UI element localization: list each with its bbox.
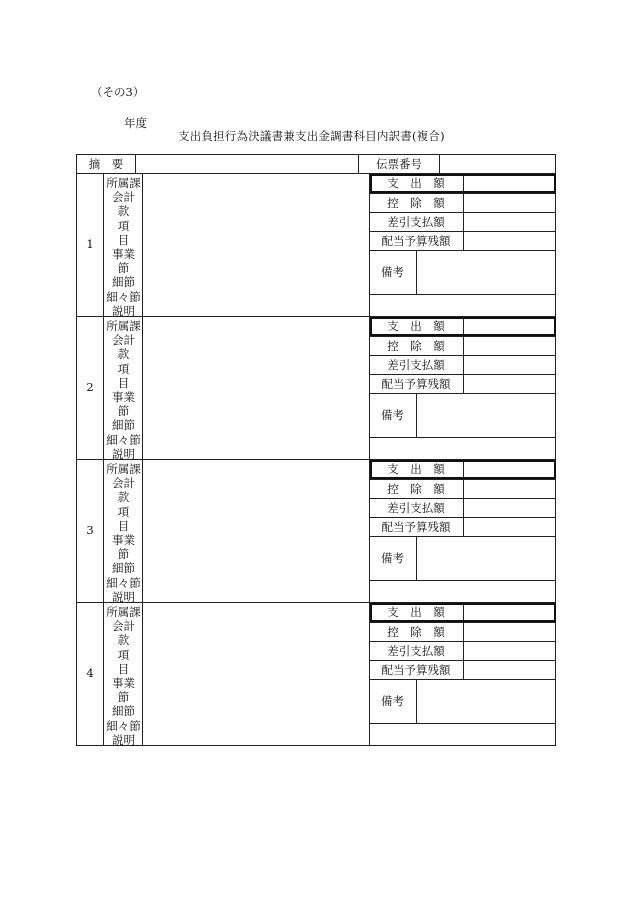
account-label: 会計 — [112, 333, 135, 348]
amount-value-field[interactable] — [464, 337, 556, 355]
account-label: 細節 — [112, 418, 135, 433]
account-label-list — [104, 462, 143, 604]
account-label: 項 — [117, 504, 130, 519]
amount-row — [370, 193, 556, 212]
account-label: 事業 — [112, 532, 135, 547]
account-label: 項 — [117, 218, 130, 233]
account-label: 目 — [117, 375, 130, 390]
account-label: 細節 — [112, 275, 135, 290]
account-label: 細々節 — [106, 289, 141, 304]
amount-label: 控 除 額 — [387, 625, 445, 639]
amount-value-field[interactable] — [464, 356, 556, 374]
remarks-field[interactable] — [417, 394, 556, 437]
account-label: 事業 — [112, 389, 135, 404]
remarks-row — [370, 679, 556, 723]
account-label: 説明 — [112, 589, 135, 604]
entry-index: 2 — [86, 380, 94, 394]
account-label: 款 — [117, 204, 130, 219]
entry-index: 4 — [86, 666, 94, 680]
expenditure-highlight-box — [370, 603, 556, 622]
amount-value-field[interactable] — [464, 518, 556, 536]
account-label: 目 — [117, 518, 130, 533]
fiscal-year-label: 年度 — [124, 116, 147, 130]
amount-row — [370, 641, 556, 660]
account-label: 所属課 — [106, 319, 141, 333]
account-label: 事業 — [112, 675, 135, 690]
amount-label: 差引支払額 — [387, 501, 445, 515]
remarks-row — [370, 536, 556, 580]
account-label: 節 — [117, 261, 130, 276]
account-label: 目 — [117, 661, 130, 676]
account-label: 説明 — [112, 303, 135, 318]
account-detail-field[interactable] — [143, 317, 369, 458]
remarks-label: 備考 — [381, 694, 404, 708]
account-detail-field[interactable] — [143, 460, 369, 601]
amount-section — [370, 317, 556, 458]
amount-row — [370, 479, 556, 498]
sheet-number-note: （その3） — [91, 85, 145, 99]
expenditure-highlight-box — [370, 317, 556, 336]
account-label: 細々節 — [106, 575, 141, 590]
account-label: 細節 — [112, 561, 135, 576]
account-label-list — [104, 319, 143, 461]
account-label: 細々節 — [106, 718, 141, 733]
remarks-label: 備考 — [381, 551, 404, 565]
account-label: 説明 — [112, 732, 135, 747]
amount-row — [370, 374, 556, 393]
account-label: 項 — [117, 361, 130, 376]
remarks-field[interactable] — [417, 680, 556, 723]
account-label: 所属課 — [106, 462, 141, 476]
amount-label: 差引支払額 — [387, 358, 445, 372]
account-label-list — [104, 176, 143, 318]
amount-value-field[interactable] — [464, 232, 556, 250]
amount-value-field[interactable] — [464, 499, 556, 517]
amount-label: 支 出 額 — [387, 319, 445, 333]
amount-row — [370, 231, 556, 250]
account-label: 会計 — [112, 619, 135, 634]
account-label: 事業 — [112, 246, 135, 261]
slip-number-field[interactable] — [440, 155, 556, 173]
amount-row — [370, 622, 556, 641]
amount-value-field[interactable] — [464, 194, 556, 212]
amount-section — [370, 603, 556, 744]
amount-value-field[interactable] — [464, 480, 556, 498]
entry-index: 1 — [86, 237, 94, 251]
amount-label: 配当予算残額 — [381, 234, 451, 248]
amount-value-field[interactable] — [464, 623, 556, 641]
account-label: 説明 — [112, 446, 135, 461]
account-label: 目 — [117, 232, 130, 247]
amount-value-field[interactable] — [464, 661, 556, 679]
amount-section — [370, 174, 556, 315]
amount-value-field[interactable] — [464, 213, 556, 231]
amount-label: 控 除 額 — [387, 339, 445, 353]
account-label: 款 — [117, 633, 130, 648]
account-label: 所属課 — [106, 605, 141, 619]
remarks-field[interactable] — [417, 537, 556, 580]
remarks-row — [370, 250, 556, 294]
amount-label: 配当予算残額 — [381, 377, 451, 391]
amount-label: 配当予算残額 — [381, 663, 451, 677]
breakdown-form — [76, 154, 556, 745]
account-label: 細節 — [112, 704, 135, 719]
amount-value-field[interactable] — [464, 642, 556, 660]
amount-label: 支 出 額 — [387, 176, 445, 190]
amount-section — [370, 460, 556, 601]
amount-row — [370, 517, 556, 536]
entry-block — [76, 460, 556, 603]
amount-row — [370, 212, 556, 231]
account-label: 節 — [117, 690, 130, 705]
account-label: 所属課 — [106, 176, 141, 190]
amount-label: 差引支払額 — [387, 644, 445, 658]
slip-number-label: 伝票番号 — [376, 157, 422, 171]
summary-field[interactable] — [136, 155, 356, 173]
entry-index: 3 — [86, 523, 94, 537]
account-label: 款 — [117, 490, 130, 505]
entry-block — [76, 174, 556, 317]
remarks-field[interactable] — [417, 251, 556, 294]
expenditure-highlight-box — [370, 174, 556, 193]
remarks-row — [370, 393, 556, 437]
amount-label: 差引支払額 — [387, 215, 445, 229]
entry-block — [76, 317, 556, 460]
account-label: 細々節 — [106, 432, 141, 447]
amount-label: 配当予算残額 — [381, 520, 451, 534]
account-label: 項 — [117, 647, 130, 662]
account-label: 節 — [117, 404, 130, 419]
amount-row — [370, 336, 556, 355]
account-label: 会計 — [112, 476, 135, 491]
amount-value-field[interactable] — [464, 375, 556, 393]
amount-label: 控 除 額 — [387, 196, 445, 210]
amount-row — [370, 660, 556, 679]
form-header-row — [76, 154, 556, 174]
account-label: 款 — [117, 347, 130, 362]
amount-row — [370, 355, 556, 374]
remarks-label: 備考 — [381, 265, 404, 279]
summary-label: 摘 要 — [88, 157, 124, 171]
document-title: 支出負担行為決議書兼支出金調書科目内訳書(複合) — [178, 129, 445, 143]
account-detail-field[interactable] — [143, 174, 369, 315]
account-label-list — [104, 605, 143, 747]
expenditure-highlight-box — [370, 460, 556, 479]
account-detail-field[interactable] — [143, 603, 369, 744]
account-label: 節 — [117, 547, 130, 562]
account-label: 会計 — [112, 190, 135, 205]
amount-label: 控 除 額 — [387, 482, 445, 496]
amount-label: 支 出 額 — [387, 605, 445, 619]
remarks-label: 備考 — [381, 408, 404, 422]
amount-label: 支 出 額 — [387, 462, 445, 476]
amount-row — [370, 498, 556, 517]
entry-block — [76, 603, 556, 746]
